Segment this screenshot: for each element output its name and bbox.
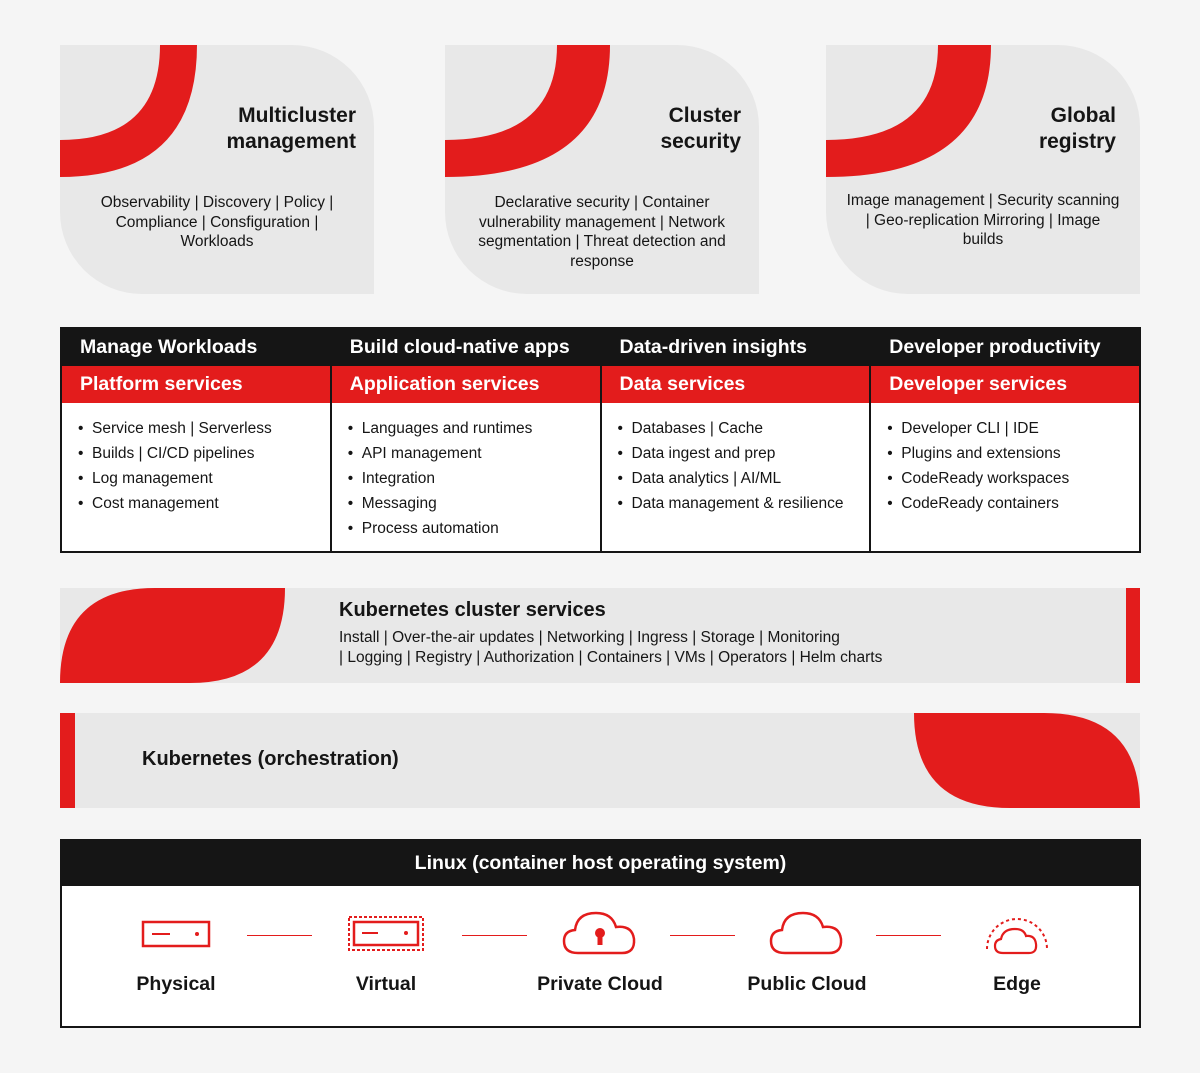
cluster-services-description: Install | Over-the-air updates | Networking | Ingress | Storage | Monitoring | Logging | Registry | Authorization | Containers | VMs | Operators | Helm charts — [339, 629, 883, 666]
red-arc-shape — [826, 45, 1001, 180]
list-item: • Builds | CI/CD pipelines — [78, 441, 330, 466]
card-global-registry — [826, 45, 1140, 294]
orchestration-title: Kubernetes (orchestration) — [142, 748, 399, 770]
red-accent-bar — [1126, 588, 1140, 683]
services-list — [332, 403, 600, 541]
card-multicluster-management — [60, 45, 374, 294]
red-arc-shape — [445, 45, 620, 180]
list-item: • Cost management — [78, 491, 330, 516]
list-item: • Plugins and extensions — [887, 441, 1139, 466]
card-cluster-security — [445, 45, 759, 294]
list-item: • CodeReady workspaces — [887, 466, 1139, 491]
card-description: Observability | Discovery | Policy | Compliance | Consfiguration | Workloads — [100, 194, 334, 250]
list-item: • Log management — [78, 466, 330, 491]
list-item: • Integration — [348, 466, 600, 491]
list-item: • API management — [348, 441, 600, 466]
red-accent-bar — [60, 713, 75, 808]
services-column-developer — [871, 329, 1139, 551]
column-subheader: Platform services — [62, 366, 330, 403]
services-list — [602, 403, 870, 516]
list-item: • Databases | Cache — [618, 416, 870, 441]
environment-label: Public Cloud — [747, 973, 867, 995]
list-item: • Data ingest and prep — [618, 441, 870, 466]
column-header: Manage Workloads — [62, 329, 330, 366]
list-item: • CodeReady containers — [887, 491, 1139, 516]
services-list — [62, 403, 330, 516]
red-quarter-shape — [914, 713, 1140, 808]
services-column-data — [602, 329, 872, 551]
red-arc-shape — [60, 45, 220, 180]
linux-host-box — [60, 839, 1141, 1028]
column-header: Build cloud-native apps — [332, 329, 600, 366]
linux-title: Linux (container host operating system) — [62, 841, 1139, 886]
connector-line — [462, 935, 527, 936]
card-description: Declarative security | Container vulnerability management | Network segmentation | Threat detection and response — [478, 194, 726, 270]
column-header: Data-driven insights — [602, 329, 870, 366]
environment-public-cloud — [727, 903, 887, 996]
card-title: Cluster security — [660, 104, 741, 153]
list-item: • Messaging — [348, 491, 600, 516]
environment-edge — [937, 903, 1097, 996]
services-column-application — [332, 329, 602, 551]
list-item: • Data management & resilience — [618, 491, 870, 516]
virtual-server-icon — [346, 903, 426, 961]
services-column-platform — [62, 329, 332, 551]
card-description: Image management | Security scanning | Geo-replication Mirroring | Image builds — [846, 192, 1120, 248]
environment-virtual — [306, 903, 466, 996]
list-item: • Data analytics | AI/ML — [618, 466, 870, 491]
public-cloud-icon — [767, 903, 847, 961]
card-title: Multicluster management — [226, 104, 356, 153]
cluster-services-title: Kubernetes cluster services — [339, 599, 606, 621]
column-header: Developer productivity — [871, 329, 1139, 366]
edge-cloud-icon — [971, 903, 1063, 961]
list-item: • Languages and runtimes — [348, 416, 600, 441]
environment-private-cloud — [520, 903, 680, 996]
kubernetes-orchestration-band — [60, 713, 1140, 808]
connector-line — [876, 935, 941, 936]
environment-physical — [96, 903, 256, 996]
list-item: • Service mesh | Serverless — [78, 416, 330, 441]
environment-label: Virtual — [355, 973, 417, 995]
private-cloud-icon — [560, 903, 640, 961]
environment-label: Edge — [993, 973, 1041, 995]
environment-label: Physical — [136, 973, 216, 995]
list-item: • Process automation — [348, 516, 600, 541]
services-table — [60, 327, 1141, 553]
red-leaf-shape — [60, 588, 290, 683]
connector-line — [247, 935, 312, 936]
column-subheader: Developer services — [871, 366, 1139, 403]
connector-line — [670, 935, 735, 936]
card-title: Global registry — [1038, 104, 1116, 153]
server-icon — [136, 903, 216, 961]
kubernetes-cluster-services-band — [60, 588, 1140, 683]
column-subheader: Data services — [602, 366, 870, 403]
services-list — [871, 403, 1139, 516]
environment-label: Private Cloud — [537, 973, 663, 995]
column-subheader: Application services — [332, 366, 600, 403]
list-item: • Developer CLI | IDE — [887, 416, 1139, 441]
